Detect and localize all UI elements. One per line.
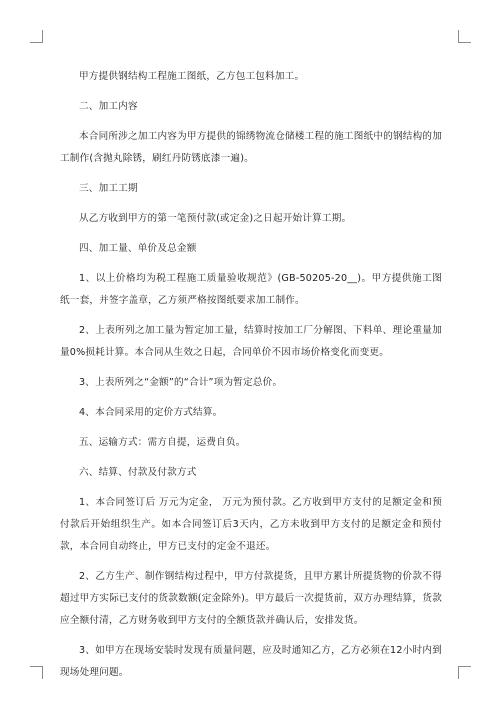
paragraph: 本合同所涉之加工内容为甲方提供的锦绣物流仓储楼工程的施工图纸中的钢结构的加工制作(含抛丸除锈，刷红丹防锈底漆一遍)。 [60,131,442,164]
paragraph: 2、上表所列之加工量为暂定加工量，结算时按加工厂分解图、下料单、理论重量加量0%损耗计算。本合同从生效之日起，合同单价不因市场价格变化而变更。 [60,325,442,358]
paragraph: 甲方提供钢结构工程施工图纸，乙方包工包料加工。 [79,71,305,82]
section-heading: 二、加工内容 [79,101,138,112]
crop-mark-bottom-right [458,666,471,679]
paragraph: 2、乙方生产、制作钢结构过程中，甲方付款提货，且甲方累计所提货物的价款不得超过甲方实际已支付的货款数额(定金除外)。甲方最后一次提货前，双方办理结算，货款应全额付清，乙方财务收到甲方支付的全额货款并确认后，安排发货。 [60,571,442,626]
paragraph: 1、本合同签订后 万元为定金， 万元为预付款。乙方收到甲方支付的足额定金和预付款后开始组织生产。如本合同签订后3天内，乙方未收到甲方支付的足额定金和预付款，本合同自动终止，甲方已支付的定金不退还。 [60,497,442,552]
section-heading: 三、加工工期 [79,183,138,194]
section-heading: 五、运输方式：需方自提，运费自负。 [79,437,246,448]
paragraph: 3、如甲方在现场安装时发现有质量问题，应及时通知乙方，乙方必须在12小时内到现场处理问题。 [60,645,442,678]
section-heading: 六、结算、付款及付款方式 [79,467,197,478]
paragraph: 从乙方收到甲方的第一笔预付款(或定金)之日起开始计算工期。 [79,213,352,224]
document-body [60,66,442,692]
paragraph: 1、以上价格均为税工程施工质量验收规范》(GB-50205-20__)。甲方提供施工图纸一套，并签字盖章，乙方须严格按图纸要求加工制作。 [60,273,442,306]
section-heading: 四、加工量、单价及总金额 [79,243,197,254]
crop-mark-top-right [458,30,471,43]
paragraph: 3、上表所列之“金额”的“合计”项为暂定总价。 [79,377,283,388]
crop-mark-top-left [30,30,43,43]
paragraph: 4、本合同采用的定价方式结算。 [79,407,223,418]
crop-mark-bottom-left [30,666,43,679]
